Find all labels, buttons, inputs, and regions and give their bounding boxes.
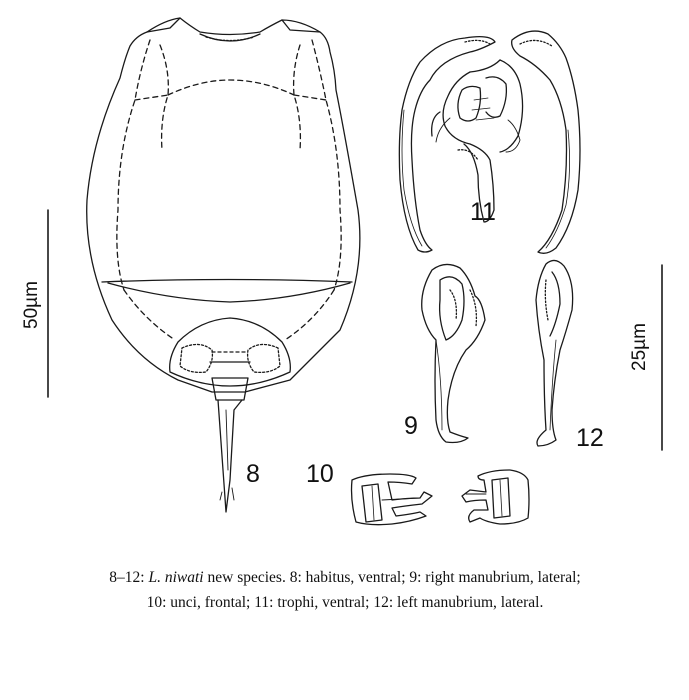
figure-label-10: 10	[306, 460, 334, 488]
caption-prefix: 8–12:	[109, 569, 149, 586]
figure-label-8: 8	[246, 460, 260, 488]
right-manubrium-drawing	[422, 264, 485, 442]
left-manubrium-drawing	[536, 260, 573, 446]
habitus-drawing	[87, 18, 360, 512]
figure-caption	[30, 565, 660, 615]
caption-line-2: 10: unci, frontal; 11: trophi, ventral; 12: left manubrium, lateral.	[146, 594, 544, 611]
scale-label-25um: 25µm	[629, 323, 650, 371]
figure-label-11: 11	[470, 198, 496, 226]
figure-label-9: 9	[404, 412, 418, 440]
figure-label-12: 12	[576, 424, 604, 452]
unci-drawing	[352, 470, 530, 525]
caption-species: L. niwati	[148, 569, 204, 586]
scale-label-50um: 50µm	[21, 281, 42, 329]
caption-line-1	[30, 565, 660, 590]
caption-line-1-rest: new species. 8: habitus, ventral; 9: right manubrium, lateral;	[203, 569, 581, 586]
